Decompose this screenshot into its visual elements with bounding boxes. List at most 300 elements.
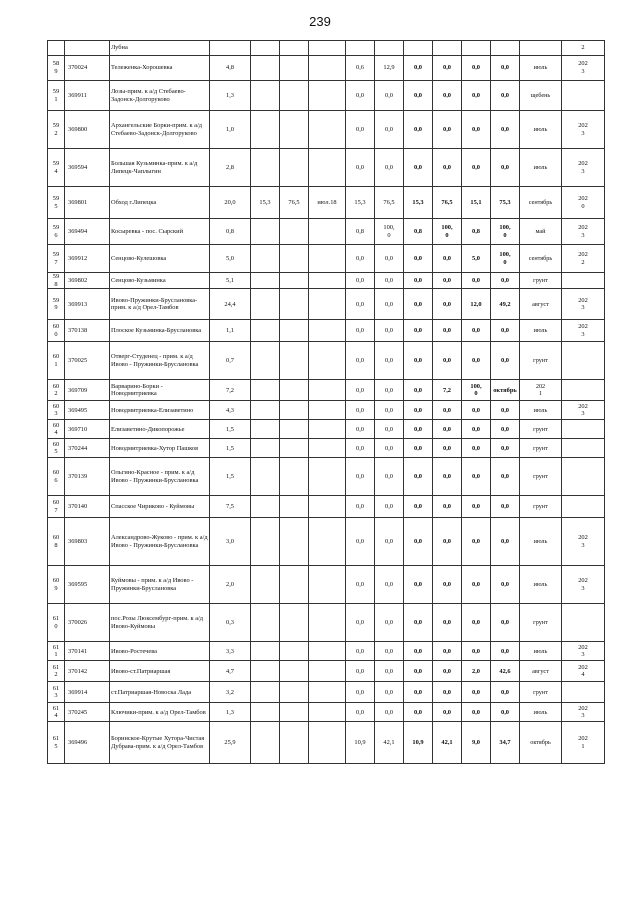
val-d-cell: 0,0 — [375, 149, 404, 187]
val-g-cell: 0,0 — [462, 56, 491, 81]
year-cell — [562, 496, 605, 518]
road-id-cell: 369912 — [65, 245, 110, 273]
road-id-cell: 369913 — [65, 289, 110, 320]
val-e-cell: 0,0 — [404, 420, 433, 439]
val-e-cell: 0,0 — [404, 604, 433, 642]
term-cell: грунт — [520, 342, 562, 380]
road-name-cell: пос.Розы Люксембург-прим. к а/д Ивово-Куймовы — [110, 604, 210, 642]
val-e-cell: 0,0 — [404, 439, 433, 458]
road-name-cell: Отверг-Студенец - прим. к а/д Ивово - Пружинки-Бруслановка — [110, 342, 210, 380]
val-h-cell: 100, 0 — [491, 219, 520, 245]
term-cell: октябрь — [520, 722, 562, 764]
term-cell: июль — [520, 320, 562, 342]
road-id-cell: 369803 — [65, 518, 110, 566]
term-cell: грунт — [520, 458, 562, 496]
val-c-cell: 0,0 — [346, 703, 375, 722]
table-row — [48, 342, 605, 380]
road-name-cell: Куймовы - прим. к а/д Ивово - Пружинки-Бруслановка — [110, 566, 210, 604]
date-cell — [309, 682, 346, 703]
val-f-cell — [433, 41, 462, 56]
row-number-cell: 61 2 — [48, 661, 65, 682]
val-e-cell: 0,0 — [404, 342, 433, 380]
val-g-cell: 0,0 — [462, 149, 491, 187]
term-cell: июль — [520, 401, 562, 420]
row-number-cell: 60 9 — [48, 566, 65, 604]
val-a-cell — [251, 604, 280, 642]
length-cell: 4,3 — [210, 401, 251, 420]
val-g-cell: 0,0 — [462, 320, 491, 342]
val-a-cell — [251, 642, 280, 661]
val-h-cell: 0,0 — [491, 439, 520, 458]
term-cell: грунт — [520, 439, 562, 458]
val-c-cell: 0,0 — [346, 245, 375, 273]
val-f-cell: 0,0 — [433, 245, 462, 273]
val-e-cell: 0,0 — [404, 518, 433, 566]
val-b-cell — [280, 458, 309, 496]
length-cell: 1,0 — [210, 111, 251, 149]
row-number-cell: 58 9 — [48, 56, 65, 81]
year-cell — [562, 342, 605, 380]
val-e-cell: 0,0 — [404, 642, 433, 661]
length-cell: 1,1 — [210, 320, 251, 342]
val-f-cell: 0,0 — [433, 149, 462, 187]
val-a-cell — [251, 566, 280, 604]
row-number-cell — [48, 41, 65, 56]
val-c-cell: 10,9 — [346, 722, 375, 764]
val-b-cell — [280, 289, 309, 320]
year-cell: 202 3 — [562, 401, 605, 420]
val-d-cell: 0,0 — [375, 661, 404, 682]
val-b-cell — [280, 566, 309, 604]
val-h-cell: 0,0 — [491, 458, 520, 496]
table-row — [48, 722, 605, 764]
val-b-cell — [280, 682, 309, 703]
table-row — [48, 518, 605, 566]
date-cell — [309, 149, 346, 187]
table-row — [48, 420, 605, 439]
val-g-cell: 0,0 — [462, 518, 491, 566]
date-cell — [309, 273, 346, 289]
val-g-cell: 5,0 — [462, 245, 491, 273]
row-number-cell: 60 6 — [48, 458, 65, 496]
date-cell — [309, 642, 346, 661]
road-name-cell: Лозы-прим. к а/д Стебаево-Задонск-Долгоруково — [110, 81, 210, 111]
val-h-cell: 100, 0 — [491, 245, 520, 273]
val-b-cell — [280, 380, 309, 401]
term-cell: сентябрь — [520, 245, 562, 273]
term-cell: щебень — [520, 81, 562, 111]
date-cell — [309, 518, 346, 566]
val-b-cell — [280, 111, 309, 149]
val-h-cell: 0,0 — [491, 342, 520, 380]
road-name-cell: Спасское Чириково - Куймовы — [110, 496, 210, 518]
row-number-cell: 61 0 — [48, 604, 65, 642]
val-e-cell: 0,0 — [404, 273, 433, 289]
roads-table — [47, 40, 605, 764]
road-id-cell: 369496 — [65, 722, 110, 764]
row-number-cell: 59 6 — [48, 219, 65, 245]
val-g-cell: 0,0 — [462, 566, 491, 604]
val-f-cell: 0,0 — [433, 566, 462, 604]
val-a-cell — [251, 342, 280, 380]
road-name-cell: Ивово-Пружинки-Бруслановка-прим. к а/д Орел-Тамбов — [110, 289, 210, 320]
year-cell — [562, 682, 605, 703]
row-number-cell: 60 3 — [48, 401, 65, 420]
val-b-cell — [280, 604, 309, 642]
table-body — [48, 41, 605, 764]
val-e-cell: 0,0 — [404, 661, 433, 682]
val-f-cell: 0,0 — [433, 56, 462, 81]
road-name-cell: Варварино-Борки - Новодмитриевка — [110, 380, 210, 401]
val-b-cell — [280, 81, 309, 111]
val-f-cell: 0,0 — [433, 518, 462, 566]
table-row — [48, 380, 605, 401]
val-f-cell: 0,0 — [433, 439, 462, 458]
table-row — [48, 245, 605, 273]
val-g-cell: 0,0 — [462, 420, 491, 439]
date-cell — [309, 458, 346, 496]
val-g-cell — [462, 41, 491, 56]
val-e-cell: 0,0 — [404, 149, 433, 187]
year-cell — [562, 81, 605, 111]
table-row — [48, 496, 605, 518]
val-h-cell: 0,0 — [491, 149, 520, 187]
length-cell: 3,0 — [210, 518, 251, 566]
year-cell: 202 3 — [562, 289, 605, 320]
val-c-cell: 0,0 — [346, 642, 375, 661]
val-a-cell — [251, 661, 280, 682]
val-a-cell — [251, 149, 280, 187]
val-f-cell: 0,0 — [433, 273, 462, 289]
year-cell: 202 3 — [562, 642, 605, 661]
road-id-cell: 370142 — [65, 661, 110, 682]
length-cell: 5,1 — [210, 273, 251, 289]
road-name-cell: Новодмитриевка-Хутор Пашков — [110, 439, 210, 458]
val-h-cell: 0,0 — [491, 56, 520, 81]
val-f-cell: 0,0 — [433, 458, 462, 496]
year-cell: 202 3 — [562, 111, 605, 149]
val-c-cell: 0,6 — [346, 56, 375, 81]
val-b-cell: 76,5 — [280, 187, 309, 219]
road-id-cell: 369911 — [65, 81, 110, 111]
val-h-cell: 0,0 — [491, 682, 520, 703]
date-cell — [309, 496, 346, 518]
val-a-cell — [251, 273, 280, 289]
table-row — [48, 320, 605, 342]
length-cell: 1,5 — [210, 420, 251, 439]
val-d-cell: 0,0 — [375, 380, 404, 401]
table-row — [48, 149, 605, 187]
row-number-cell: 59 8 — [48, 273, 65, 289]
length-cell: 0,7 — [210, 342, 251, 380]
val-e-cell: 0,0 — [404, 56, 433, 81]
val-d-cell: 0,0 — [375, 642, 404, 661]
val-h-cell: 75,3 — [491, 187, 520, 219]
road-name-cell: Ивово-Ростечева — [110, 642, 210, 661]
length-cell — [210, 41, 251, 56]
term-cell: июль — [520, 566, 562, 604]
val-e-cell: 0,0 — [404, 566, 433, 604]
road-id-cell: 370140 — [65, 496, 110, 518]
term-cell: июль — [520, 642, 562, 661]
year-cell — [562, 439, 605, 458]
year-cell: 202 3 — [562, 566, 605, 604]
row-number-cell: 60 2 — [48, 380, 65, 401]
val-f-cell: 0,0 — [433, 703, 462, 722]
val-a-cell — [251, 81, 280, 111]
length-cell: 0,3 — [210, 604, 251, 642]
val-d-cell: 0,0 — [375, 703, 404, 722]
val-h-cell: 0,0 — [491, 320, 520, 342]
val-d-cell: 0,0 — [375, 401, 404, 420]
term-cell: август — [520, 661, 562, 682]
term-cell: грунт — [520, 496, 562, 518]
road-name-cell: Ивово-ст.Патриаршая — [110, 661, 210, 682]
val-d-cell: 0,0 — [375, 682, 404, 703]
val-h-cell: 0,0 — [491, 111, 520, 149]
date-cell — [309, 111, 346, 149]
year-cell — [562, 380, 605, 401]
road-id-cell: 370026 — [65, 604, 110, 642]
row-number-cell: 60 0 — [48, 320, 65, 342]
road-name-cell: Сенцово-Кулешовка — [110, 245, 210, 273]
term-cell: грунт — [520, 420, 562, 439]
val-h-cell: 0,0 — [491, 496, 520, 518]
val-a-cell — [251, 496, 280, 518]
page-number: 239 — [309, 14, 331, 29]
length-cell: 3,3 — [210, 642, 251, 661]
val-f-cell: 76,5 — [433, 187, 462, 219]
val-a-cell — [251, 722, 280, 764]
table-row — [48, 273, 605, 289]
val-d-cell: 0,0 — [375, 604, 404, 642]
val-d-cell: 0,0 — [375, 518, 404, 566]
val-d-cell: 0,0 — [375, 273, 404, 289]
year-cell: 202 3 — [562, 703, 605, 722]
val-b-cell — [280, 342, 309, 380]
table-row — [48, 661, 605, 682]
road-name-cell: Тележенка-Хорошевка — [110, 56, 210, 81]
row-number-cell: 59 1 — [48, 81, 65, 111]
val-b-cell — [280, 320, 309, 342]
year-cell: 202 3 — [562, 219, 605, 245]
val-g-cell: 0,0 — [462, 604, 491, 642]
val-f-cell: 0,0 — [433, 81, 462, 111]
val-b-cell — [280, 661, 309, 682]
val-a-cell — [251, 245, 280, 273]
date-cell — [309, 703, 346, 722]
val-e-cell: 0,0 — [404, 81, 433, 111]
length-cell: 3,2 — [210, 682, 251, 703]
val-e-cell: 0,0 — [404, 496, 433, 518]
length-cell: 5,0 — [210, 245, 251, 273]
val-g-cell: 0,0 — [462, 496, 491, 518]
row-number-cell: 59 9 — [48, 289, 65, 320]
row-number-cell: 60 4 — [48, 420, 65, 439]
year-cell: 202 3 — [562, 320, 605, 342]
val-d-cell: 0,0 — [375, 111, 404, 149]
val-g-cell: 15,1 — [462, 187, 491, 219]
val-g-cell: 0,0 — [462, 342, 491, 380]
val-b-cell — [280, 149, 309, 187]
term-cell: сентябрь — [520, 187, 562, 219]
length-cell: 2,0 — [210, 566, 251, 604]
val-b-cell — [280, 56, 309, 81]
date-cell — [309, 320, 346, 342]
val-h-cell: 0,0 — [491, 566, 520, 604]
val-a-cell — [251, 41, 280, 56]
road-id-cell: 369800 — [65, 111, 110, 149]
val-e-cell — [404, 41, 433, 56]
val-g-cell: 0,0 — [462, 273, 491, 289]
row-number-cell: 60 5 — [48, 439, 65, 458]
table-row — [48, 439, 605, 458]
term-cell: 202 1 — [520, 380, 562, 401]
val-a-cell — [251, 703, 280, 722]
val-c-cell: 0,0 — [346, 458, 375, 496]
table-row — [48, 458, 605, 496]
date-cell — [309, 420, 346, 439]
val-d-cell: 0,0 — [375, 245, 404, 273]
val-d-cell: 12,9 — [375, 56, 404, 81]
date-cell — [309, 401, 346, 420]
val-c-cell: 0,0 — [346, 518, 375, 566]
date-cell — [309, 661, 346, 682]
length-cell: 4,8 — [210, 56, 251, 81]
val-a-cell — [251, 111, 280, 149]
val-h-cell — [491, 41, 520, 56]
val-g-cell: 2,0 — [462, 661, 491, 682]
val-g-cell: 0,0 — [462, 703, 491, 722]
val-g-cell: 0,0 — [462, 111, 491, 149]
val-a-cell — [251, 682, 280, 703]
road-name-cell: Сенцово-Кузьминка — [110, 273, 210, 289]
table-row — [48, 81, 605, 111]
length-cell: 1,5 — [210, 439, 251, 458]
term-cell: август — [520, 289, 562, 320]
road-name-cell: Лубна — [110, 41, 210, 56]
road-id-cell: 370244 — [65, 439, 110, 458]
val-h-cell: октябрь — [491, 380, 520, 401]
date-cell — [309, 81, 346, 111]
row-number-cell: 61 3 — [48, 682, 65, 703]
road-id-cell: 369494 — [65, 219, 110, 245]
val-f-cell: 42,1 — [433, 722, 462, 764]
road-id-cell: 369595 — [65, 566, 110, 604]
row-number-cell: 59 2 — [48, 111, 65, 149]
val-f-cell: 0,0 — [433, 661, 462, 682]
val-d-cell: 0,0 — [375, 439, 404, 458]
road-name-cell: Александрово-Жуково - прим. к а/д Ивово - Пружинки-Бруслановка — [110, 518, 210, 566]
table-row — [48, 219, 605, 245]
val-e-cell: 0,0 — [404, 703, 433, 722]
length-cell: 2,8 — [210, 149, 251, 187]
val-c-cell: 0,0 — [346, 682, 375, 703]
val-c-cell: 0,0 — [346, 420, 375, 439]
val-d-cell: 0,0 — [375, 420, 404, 439]
val-h-cell: 0,0 — [491, 420, 520, 439]
date-cell — [309, 289, 346, 320]
val-f-cell: 0,0 — [433, 420, 462, 439]
road-name-cell: Косыревка - пос. Сырский — [110, 219, 210, 245]
val-c-cell: 0,0 — [346, 566, 375, 604]
val-d-cell: 0,0 — [375, 320, 404, 342]
table-row — [48, 642, 605, 661]
val-c-cell: 0,0 — [346, 604, 375, 642]
table-row — [48, 682, 605, 703]
val-b-cell — [280, 219, 309, 245]
val-d-cell: 42,1 — [375, 722, 404, 764]
row-number-cell: 61 5 — [48, 722, 65, 764]
val-h-cell: 34,7 — [491, 722, 520, 764]
val-b-cell — [280, 401, 309, 420]
road-id-cell — [65, 41, 110, 56]
road-name-cell: Большая Кузьминка-прим. к а/д Липецк-Чаплыгин — [110, 149, 210, 187]
road-name-cell: Архангельские Борки-прим. к а/д Стебаево-Задонск-Долгоруково — [110, 111, 210, 149]
length-cell: 7,2 — [210, 380, 251, 401]
year-cell — [562, 458, 605, 496]
road-id-cell: 369709 — [65, 380, 110, 401]
date-cell — [309, 439, 346, 458]
val-c-cell: 0,0 — [346, 273, 375, 289]
val-d-cell: 0,0 — [375, 566, 404, 604]
row-number-cell: 60 1 — [48, 342, 65, 380]
length-cell: 7,5 — [210, 496, 251, 518]
val-g-cell: 0,0 — [462, 642, 491, 661]
year-cell: 202 3 — [562, 149, 605, 187]
val-e-cell: 0,0 — [404, 380, 433, 401]
date-cell — [309, 342, 346, 380]
road-name-cell: Елизаветино-Дикопорожье — [110, 420, 210, 439]
val-c-cell: 0,0 — [346, 380, 375, 401]
year-cell: 202 1 — [562, 722, 605, 764]
year-cell: 202 2 — [562, 245, 605, 273]
table-row — [48, 56, 605, 81]
val-d-cell: 0,0 — [375, 458, 404, 496]
val-g-cell: 100, 0 — [462, 380, 491, 401]
date-cell — [309, 566, 346, 604]
val-c-cell — [346, 41, 375, 56]
length-cell: 25,9 — [210, 722, 251, 764]
val-g-cell: 0,0 — [462, 401, 491, 420]
val-b-cell — [280, 273, 309, 289]
val-e-cell: 0,0 — [404, 289, 433, 320]
val-h-cell: 0,0 — [491, 273, 520, 289]
val-g-cell: 12,0 — [462, 289, 491, 320]
term-cell — [520, 41, 562, 56]
year-cell: 202 4 — [562, 661, 605, 682]
val-a-cell: 15,3 — [251, 187, 280, 219]
val-f-cell: 7,2 — [433, 380, 462, 401]
val-g-cell: 0,0 — [462, 81, 491, 111]
year-cell: 2 — [562, 41, 605, 56]
val-f-cell: 0,0 — [433, 289, 462, 320]
date-cell — [309, 380, 346, 401]
val-h-cell: 0,0 — [491, 703, 520, 722]
val-e-cell: 0,0 — [404, 320, 433, 342]
road-id-cell: 370024 — [65, 56, 110, 81]
val-a-cell — [251, 289, 280, 320]
year-cell — [562, 604, 605, 642]
val-b-cell — [280, 703, 309, 722]
road-name-cell: Боринское-Крутые Хутора-Чистая Дубрава-прим. к а/д Орел-Тамбов — [110, 722, 210, 764]
date-cell — [309, 604, 346, 642]
val-h-cell: 49,2 — [491, 289, 520, 320]
table-row — [48, 566, 605, 604]
val-b-cell — [280, 41, 309, 56]
table-row — [48, 111, 605, 149]
val-d-cell — [375, 41, 404, 56]
